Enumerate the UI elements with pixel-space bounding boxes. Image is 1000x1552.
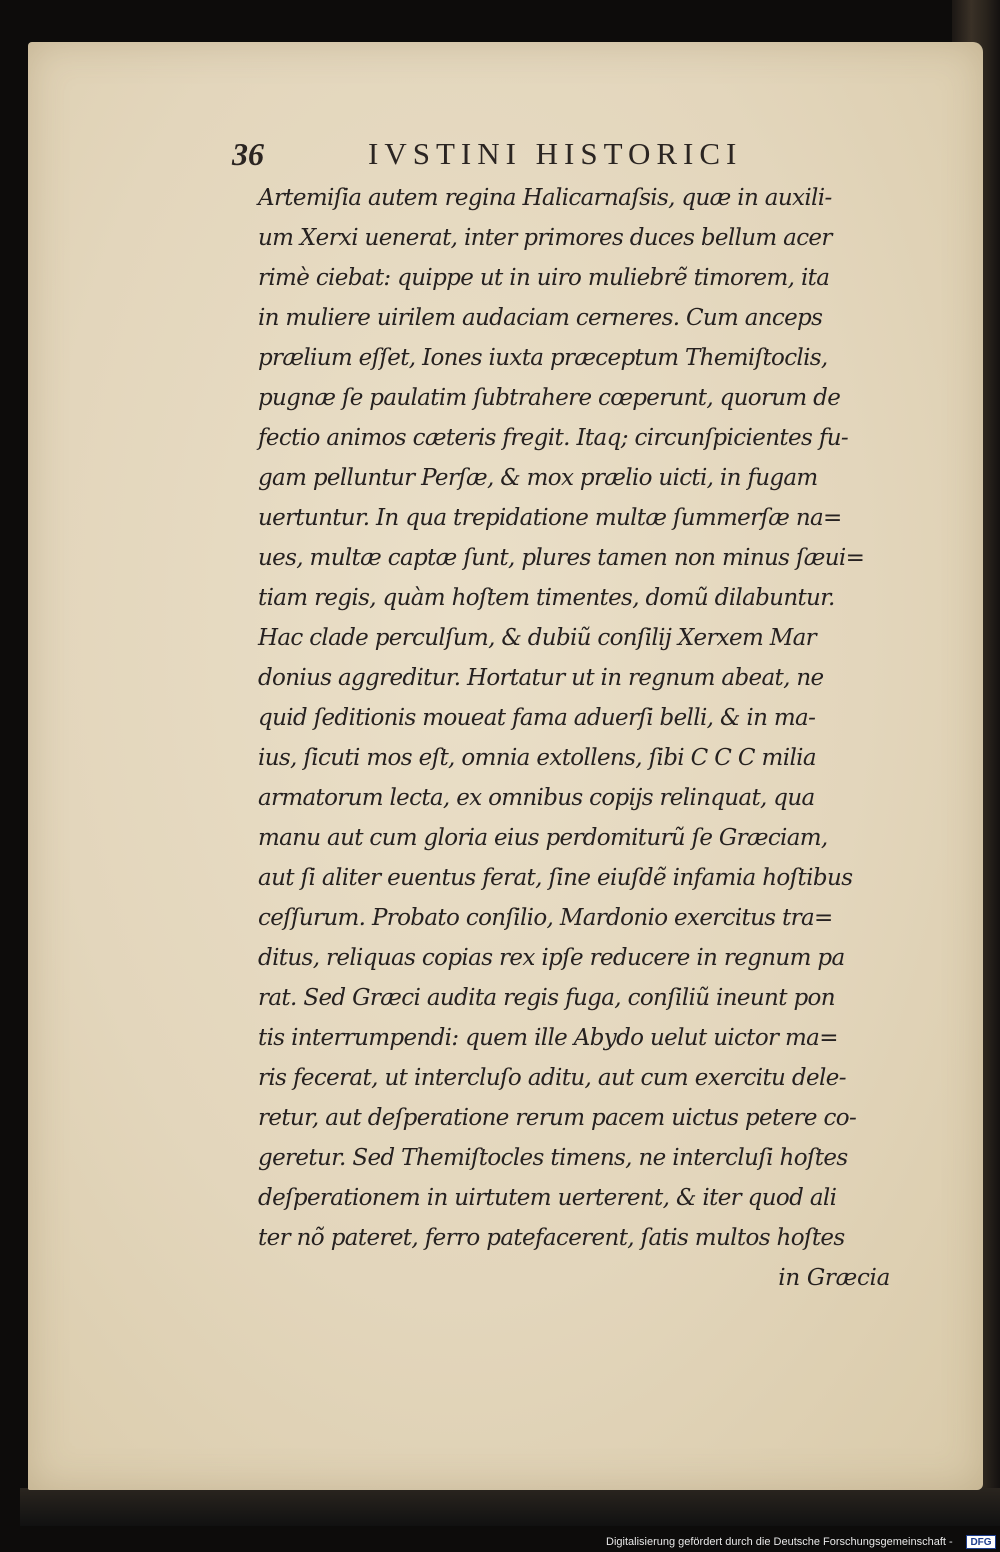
text-line: gam pelluntur Perſæ, & mox prælio uicti, in fugam [258,465,818,491]
text-line: prælium eſſet, Iones iuxta præceptum Themiſtoclis, [258,345,828,371]
text-line: Hac clade perculſum, & dubiũ conſilij Xerxem Mar [258,625,816,651]
dfg-logo: DFG [966,1535,996,1549]
text-line: quid ſeditionis moueat fama aduerſi belli, & in ma- [258,705,816,731]
text-line: tiam regis, quàm hoſtem timentes, domũ dilabuntur. [258,585,835,611]
digitization-credit: Digitalisierung gefördert durch die Deutsche Forschungsgemeinschaft - [606,1536,953,1548]
page-number: 36 [232,136,264,172]
book-bottom-edge [20,1488,1000,1526]
page-header [232,132,832,180]
text-line: ceſſurum. Probato conſilio, Mardonio exercitus tra= [258,905,833,931]
text-line: Artemiſia autem regina Halicarnaſsis, quæ in auxili- [258,185,832,211]
text-line: armatorum lecta, ex omnibus copijs relinquat, qua [258,785,815,811]
text-line: ues, multæ captæ ſunt, plures tamen non minus ſæui= [258,545,865,571]
text-line: aut ſi aliter euentus ferat, ſine eiuſdẽ infamia hoſtibus [258,865,853,891]
text-line: ius, ſicuti mos eſt, omnia extollens, ſibi C C C milia [258,745,816,771]
text-line: pugnæ ſe paulatim ſubtrahere cœperunt, quorum de [258,385,841,411]
text-line: um Xerxi uenerat, inter primores duces bellum acer [258,225,832,251]
text-line: rat. Sed Græci audita regis fuga, conſiliũ ineunt pon [258,985,835,1011]
text-line: ter nõ pateret, ferro patefacerent, ſatis multos hoſtes [258,1225,845,1251]
text-line: ditus, reliquas copias rex ipſe reducere in regnum pa [258,945,845,971]
text-line: deſperationem in uirtutem uerterent, & iter quod ali [258,1185,837,1211]
text-line: rimè ciebat: quippe ut in uiro muliebrẽ timorem, ita [258,265,830,291]
running-title: IVSTINI HISTORICI [368,136,743,171]
text-line: retur, aut deſperatione rerum pacem uictus petere co- [258,1105,857,1131]
catchword: in Græcia [778,1265,890,1291]
text-line: geretur. Sed Themiſtocles timens, ne intercluſi hoſtes [258,1145,848,1171]
text-line: tis interrumpendi: quem ille Abydo uelut uictor ma= [258,1025,838,1051]
text-line: in muliere uirilem audaciam cerneres. Cum anceps [258,305,823,331]
text-line: uertuntur. In qua trepidatione multæ ſummerſæ na= [258,505,842,531]
text-line: ris fecerat, ut intercluſo aditu, aut cum exercitu dele- [258,1065,846,1091]
body-text [258,178,908,1298]
text-line: manu aut cum gloria eius perdomiturũ ſe Græciam, [258,825,828,851]
text-line: fectio animos cæteris fregit. Itaq; circunſpicientes fu- [258,425,849,451]
text-line: donius aggreditur. Hortatur ut in regnum abeat, ne [258,665,824,691]
